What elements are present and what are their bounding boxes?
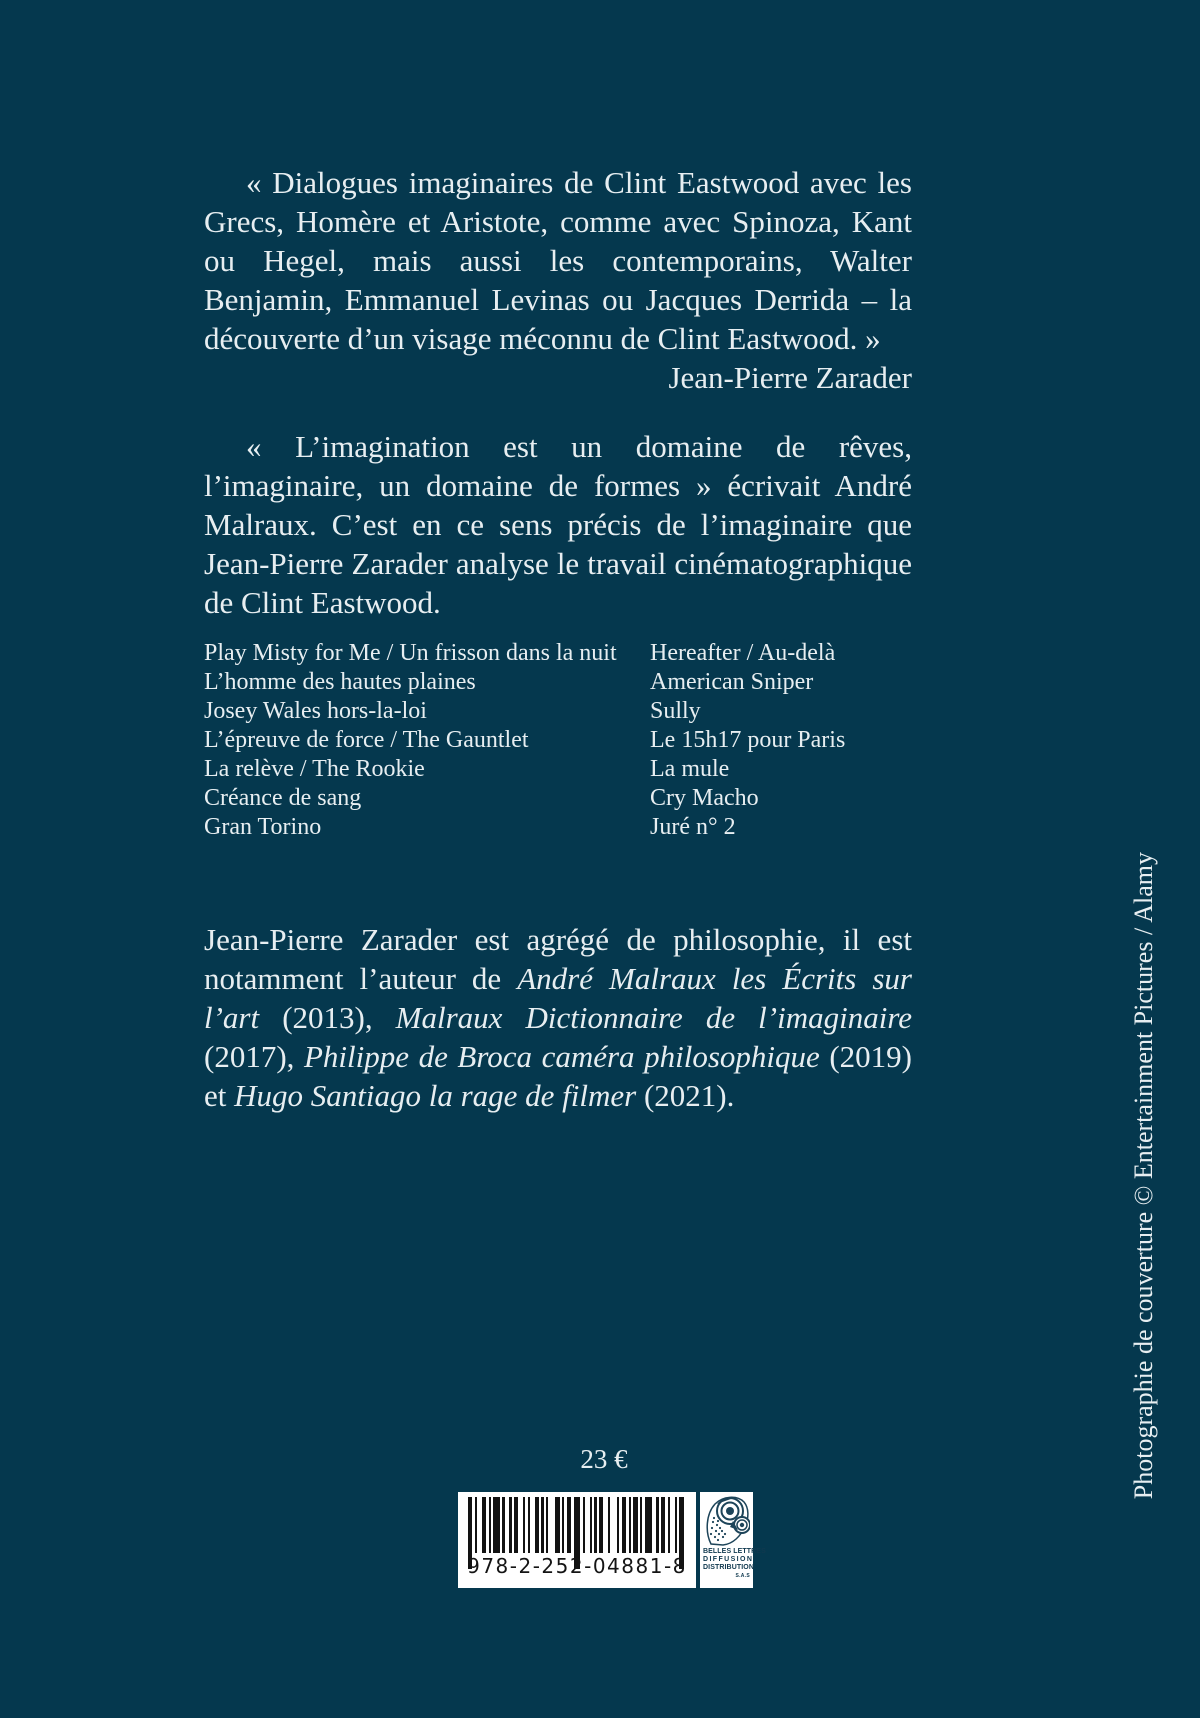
owl-icon [703,1494,750,1546]
bio-text: (2021). [636,1078,735,1113]
bio-text: (2019) et [204,1039,912,1113]
film-item: Play Misty for Me / Un frisson dans la nuit [204,640,617,666]
film-item: L’épreuve de force / The Gauntlet [204,727,529,753]
bio-text: (2013), [259,1000,396,1035]
film-item: Sully [650,698,701,724]
quote-secondary: « L’imagination est un domaine de rêves, l’imaginaire, un domaine de formes » écrivait André Malraux. C’est en ce sens précis de l’imaginaire que Jean-Pierre Zarader analyse le travail cinématographique de Clint Eastwood. [204,429,912,620]
film-item: La relève / The Rookie [204,756,425,782]
main-text-column [204,163,912,1115]
publisher-logo [700,1492,766,1588]
publisher-line: DISTRIBUTION [703,1564,754,1571]
publisher-name [703,1548,766,1580]
filmography [204,639,912,842]
bio-book-title: André Malraux les Écrits sur l’art [204,961,912,1035]
film-item: Gran Torino [204,814,322,840]
photo-credit: Photographie de couverture © Entertainment Pictures / Alamy [1129,852,1158,1500]
filmography-column-left [204,639,650,842]
filmography-column-right [650,639,912,842]
publisher-line: S.A.S [735,1573,750,1579]
publisher-line: BELLES LETTRES [703,1548,766,1555]
price-label: 23 € [580,1444,628,1474]
film-item: Cry Macho [650,785,759,811]
film-item: American Sniper [650,669,814,695]
bio-book-title: Hugo Santiago la rage de filmer [234,1078,637,1113]
film-item: Josey Wales hors-la-loi [204,698,427,724]
author-bio [204,920,912,1115]
quote-primary: « Dialogues imaginaires de Clint Eastwood avec les Grecs, Homère et Aristote, comme avec Spinoza, Kant ou Hegel, mais aussi les contemporains, Walter Benjamin, Emmanuel Levinas ou Jacques Derrida – la découverte d’un visage méconnu de Clint Eastwood. » [204,165,912,356]
film-item: Hereafter / Au-delà [650,640,836,666]
bio-text: Jean-Pierre Zarader est agrégé de philosophie, il est notamment l’auteur de [204,922,912,996]
publisher-line: DIFFUSION [703,1556,754,1563]
bio-text: (2017), [204,1039,304,1074]
isbn-number: 978-2-252-04881-8 [467,1554,687,1578]
bio-book-title: Malraux Dictionnaire de l’imaginaire [395,1000,913,1035]
film-item: La mule [650,756,730,782]
film-item: Juré n° 2 [650,814,736,840]
barcode [458,1492,696,1588]
film-item: L’homme des hautes plaines [204,669,476,695]
barcode-bars-icon [465,1497,689,1553]
quote-attribution: Jean-Pierre Zarader [668,360,912,395]
film-item: Créance de sang [204,785,362,811]
bio-book-title: Philippe de Broca caméra philosophique [303,1039,820,1074]
barcode-group [458,1492,766,1588]
film-item: Le 15h17 pour Paris [650,727,846,753]
